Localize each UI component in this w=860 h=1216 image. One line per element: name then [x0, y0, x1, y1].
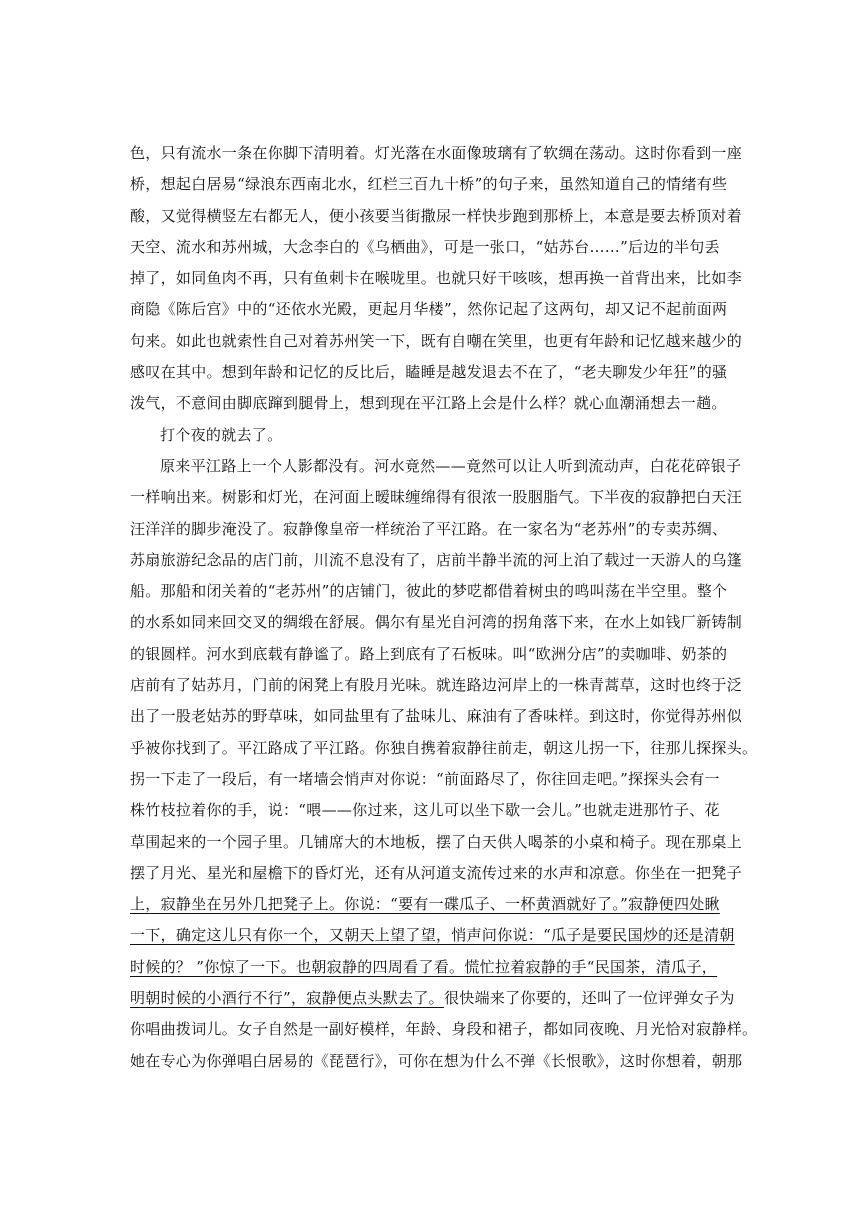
text-line: 打个夜的就去了。 [160, 425, 283, 444]
text-line: 感叹在其中。想到年龄和记忆的反比后，瞌睡是越发退去不在了，“老夫聊发少年狂”的骚 [130, 363, 728, 382]
text-line: 的水系如同来回交叉的绸缎在舒展。偶尔有星光自河湾的拐角落下来，在水上如钱厂新铸制 [130, 613, 743, 632]
text-line: 原来平江路上一个人影都没有。河水竟然——竟然可以让人听到流动声，白花花碎银子 [160, 456, 742, 475]
text-line: 拐一下走了一段后，有一堵墙会悄声对你说：“前面路尽了，你往回走吧。”探探头会有一 [130, 769, 720, 788]
text-line: 乎被你找到了。平江路成了平江路。你独自携着寂静往前走，朝这儿拐一下，往那儿探探头。 [130, 738, 758, 757]
text-line: 一样响出来。树影和灯光，在河面上暧昧缠绵得有很浓一股胭脂气。下半夜的寂静把白天汪 [130, 488, 743, 507]
text-segment: 很快端来了你要的，还叫了一位评弹女子为 [443, 989, 735, 1008]
underlined-text: 明朝时候的小酒行不行”，寂静便点头默去了。 [130, 989, 444, 1008]
text-line: 掉了，如同鱼肉不再，只有鱼刺卡在喉咙里。也就只好干咳咳，想再换一首背出来，比如李 [130, 269, 743, 288]
text-line: 句来。如此也就索性自己对着苏州笑一下，既有自嘲在笑里，也更有年龄和记忆越来越少的 [130, 331, 743, 350]
text-line: 天空、流水和苏州城，大念李白的《乌栖曲》，可是一张口，“姑苏台……”后边的半句丢 [130, 237, 720, 256]
text-line: 商隐《陈后宫》中的“还依水光殿，更起月华楼”，然你记起了这两句，却又记不起前面两 [130, 300, 728, 319]
underlined-text: 上，寂静坐在另外几把凳子上。你说：“要有一碟瓜子、一杯黄酒就好了。”寂静便四处瞅 [130, 895, 720, 914]
text-line: 桥，想起白居易“绿浪东西南北水，红栏三百九十桥”的句子来，虽然知道自己的情绪有些 [130, 175, 728, 194]
text-line: 出了一股老姑苏的野草味，如同盐里有了盐味儿、麻油有了香味样。到这时，你觉得苏州似 [130, 707, 743, 726]
text-line: 株竹枝拉着你的手，说：“喂——你过来，这儿可以坐下歇一会儿。”也就走进那竹子、花 [130, 801, 720, 820]
text-line: 草围起来的一个园子里。几铺席大的木地板，摆了白天供人喝茶的小桌和椅子。现在那桌上 [130, 832, 743, 851]
text-line: 你唱曲拨词儿。女子自然是一副好模样，年龄、身段和裙子，都如同夜晚、月光恰对寂静样。 [130, 1020, 758, 1039]
text-line: 酸，又觉得横竖左右都无人，便小孩要当街撒尿一样快步跑到那桥上，本意是要去桥顶对着 [130, 206, 743, 225]
text-line: 苏扇旅游纪念品的店门前，川流不息没有了，店前半静半流的河上泊了载过一天游人的乌篷 [130, 550, 743, 569]
text-line [130, 983, 736, 1014]
text-line [130, 920, 736, 951]
text-line: 她在专心为你弹唱白居易的《琵琶行》，可你在想为什么不弹《长恨歌》，这时你想着，朝那 [130, 1051, 743, 1070]
text-line: 船。那船和闭关着的“老苏州”的店铺门，彼此的梦呓都借着树虫的鸣叫荡在半空里。整个 [130, 582, 728, 601]
text-line: 泼气，不意间由脚底蹿到腿骨上，想到现在平江路上会是什么样？就心血潮涌想去一趟。 [130, 394, 727, 413]
text-line: 色，只有流水一条在你脚下清明着。灯光落在水面像玻璃有了软绸在荡动。这时你看到一座 [130, 144, 743, 162]
text-line: 店前有了姑苏月，门前的闲凳上有股月光味。就连路边河岸上的一株青蒿草，这时也终于泛 [130, 676, 743, 695]
essay-body [130, 138, 758, 1077]
underlined-text: 时候的？ ”你惊了一下。也朝寂静的四周看了看。慌忙拉着寂静的手“民国茶，清瓜子， [130, 957, 718, 976]
underlined-text: 一下，确定这儿只有你一个，又朝天上望了望，悄声问你说：“瓜子是要民国炒的还是清朝 [130, 926, 735, 945]
text-line: 的银圆样。河水到底载有静谧了。路上到底有了石板味。叫“欧洲分店”的卖咖啡、奶茶的 [130, 644, 728, 663]
text-line [130, 952, 736, 983]
text-line: 摆了月光、星光和屋檐下的昏灯光，还有从河道支流传过来的水声和凉意。你坐在一把凳子 [130, 863, 743, 882]
text-line: 汪洋洋的脚步淹没了。寂静像皇帝一样统治了平江路。在一家名为“老苏州”的专卖苏绸、 [130, 519, 728, 538]
text-line [130, 889, 736, 920]
